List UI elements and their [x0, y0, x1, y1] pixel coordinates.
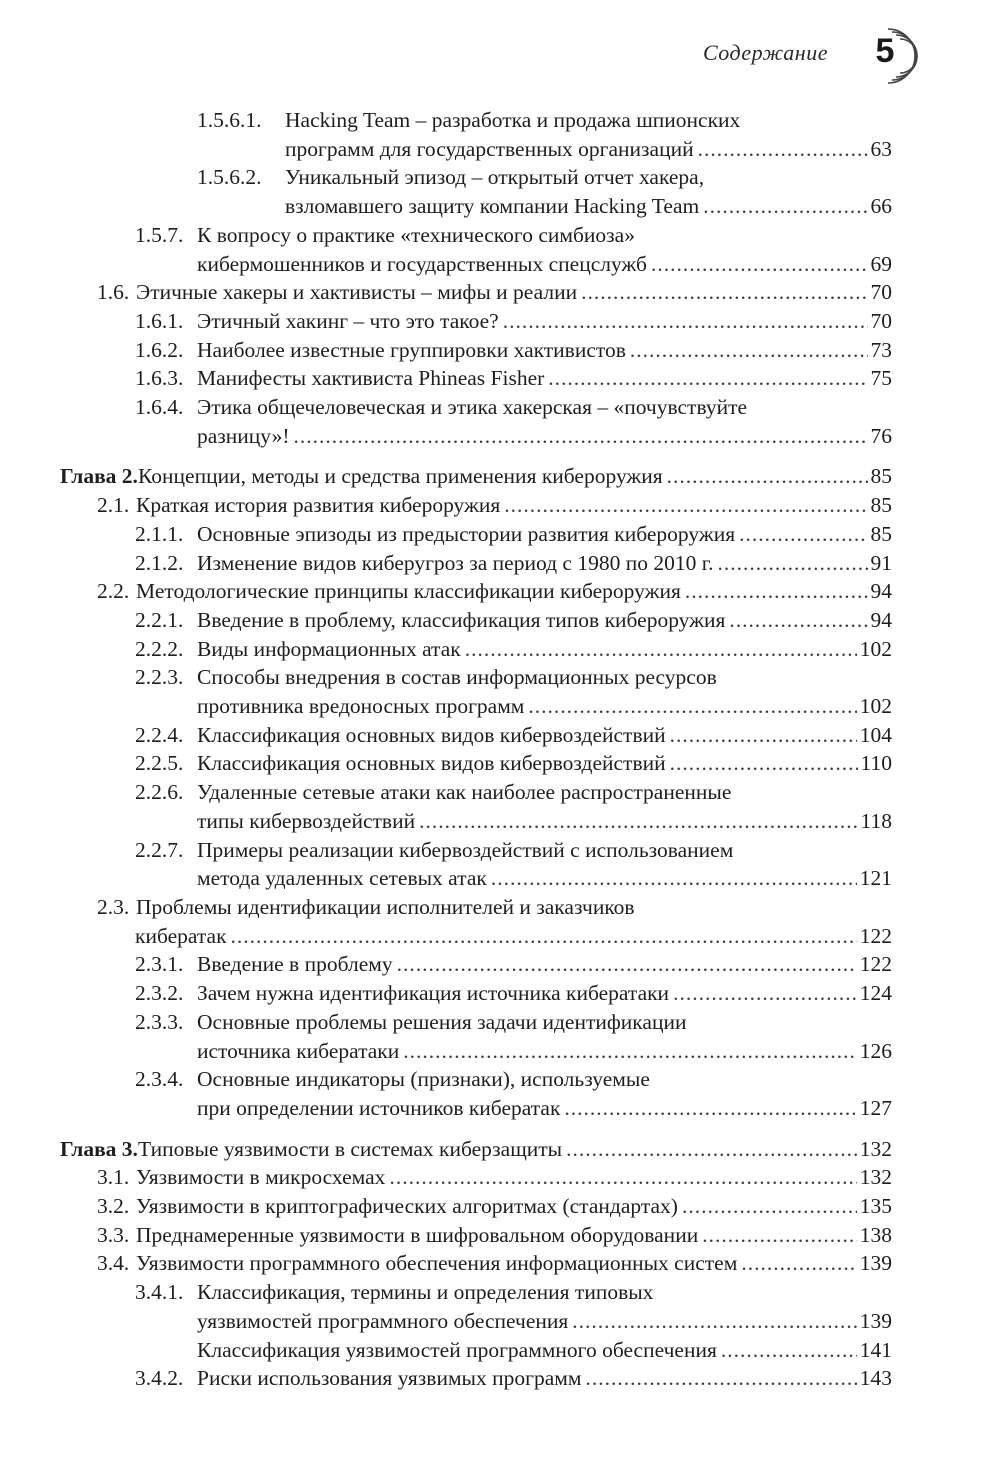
toc-entry-number: 1.5.7.	[135, 222, 184, 247]
toc-entry	[60, 491, 892, 520]
toc-entry-title: Изменение видов киберугроз за период с 1980 по 2010 г.	[197, 550, 714, 575]
toc-entry-continuation	[60, 692, 892, 721]
toc-page-number: 75	[870, 366, 892, 391]
toc-page-number: 69	[870, 251, 892, 276]
dot-leader	[403, 1037, 856, 1066]
toc-page-number: 104	[859, 722, 892, 747]
dot-leader	[729, 606, 867, 635]
page-number-badge	[858, 26, 920, 86]
toc-entry-number: 1.6.2.	[135, 337, 184, 362]
toc-chapter-title: Типовые уязвимости в системах киберзащиты	[138, 1136, 563, 1161]
toc-page-number: 70	[870, 280, 892, 305]
toc-entry-continuation	[60, 192, 892, 221]
toc-entry-number: 3.4.	[97, 1251, 130, 1276]
toc-entry	[60, 106, 892, 135]
toc-page-number: 63	[870, 136, 892, 161]
dot-leader	[528, 692, 856, 721]
toc-entry-title: Основные индикаторы (признаки), используемые	[197, 1067, 650, 1092]
toc-entry-title: при определении источников кибератак	[197, 1095, 561, 1120]
toc-entry-number: 2.2.6.	[135, 780, 184, 805]
toc-entry	[60, 1163, 892, 1192]
toc-page-number: 143	[859, 1366, 892, 1391]
toc-entry	[60, 635, 892, 664]
dot-leader	[397, 950, 857, 979]
dot-leader	[685, 577, 868, 606]
toc-entry	[60, 1192, 892, 1221]
toc-page-number: 91	[870, 550, 892, 575]
toc-entry-number: 2.2.5.	[135, 751, 184, 776]
toc-entry	[60, 1221, 892, 1250]
toc-entry-title: Уязвимости в криптографических алгоритмах (стандартах)	[136, 1194, 678, 1219]
page-number: 5	[875, 32, 895, 70]
toc-entry-title: Этичные хакеры и хактивисты – мифы и реалии	[136, 280, 578, 305]
toc-page-number: 66	[870, 194, 892, 219]
toc-page-number: 102	[859, 636, 892, 661]
toc-entry	[60, 307, 892, 336]
toc-entry-number: 2.3.1.	[135, 952, 184, 977]
toc-entry	[60, 364, 892, 393]
toc-page-number: 110	[860, 751, 892, 776]
toc-entry-number: 2.1.	[97, 493, 130, 518]
toc-entry-title: Классификация основных видов кибервоздействий	[197, 751, 666, 776]
toc-entry-continuation	[60, 1307, 892, 1336]
chapter-label: Глава 2.	[60, 464, 138, 489]
toc-entry-number: 2.3.4.	[135, 1067, 184, 1092]
toc-page-number: 135	[859, 1194, 892, 1219]
toc-entry-title: типы кибервоздействий	[197, 808, 416, 833]
toc-chapter	[60, 1135, 892, 1164]
dot-leader	[630, 336, 868, 365]
toc-page-number: 124	[859, 981, 892, 1006]
dot-leader	[491, 864, 857, 893]
toc-page-number: 138	[859, 1222, 892, 1247]
toc-entry-title: кибермошенников и государственных спецслужб	[197, 251, 647, 276]
toc-entry-title: Зачем нужна идентификация источника кибератаки	[197, 981, 670, 1006]
toc-page-number: 139	[859, 1308, 892, 1333]
table-of-contents	[60, 106, 892, 1393]
toc-entry-number: 2.2.3.	[135, 665, 184, 690]
toc-entry-title: Риски использования уязвимых программ	[197, 1366, 582, 1391]
toc-entry	[60, 778, 892, 807]
toc-entry-number: 2.2.2.	[135, 636, 184, 661]
toc-entry	[60, 549, 892, 578]
toc-entry-number: 2.2.4.	[135, 722, 184, 747]
toc-entry	[60, 893, 892, 922]
toc-entry-number: 2.1.1.	[135, 521, 184, 546]
toc-entry-title: К вопросу о практике «технического симбиоза»	[197, 222, 635, 247]
toc-entry	[60, 1249, 892, 1278]
toc-entry-continuation	[60, 135, 892, 164]
toc-entry-title: противника вредоносных программ	[197, 694, 525, 719]
toc-entry	[60, 950, 892, 979]
dot-leader	[465, 635, 857, 664]
toc-page-number: 118	[860, 808, 892, 833]
chapter-label: Глава 3.	[60, 1136, 138, 1161]
toc-chapter-title: Концепции, методы и средства применения кибероружия	[138, 464, 663, 489]
running-header-title: Содержание	[702, 40, 828, 65]
toc-page-number: 85	[870, 493, 892, 518]
toc-entry-continuation	[60, 922, 892, 951]
toc-entry-number: 2.2.1.	[135, 607, 184, 632]
toc-page-number: 132	[859, 1165, 892, 1190]
toc-entry-number: 2.2.7.	[135, 837, 184, 862]
toc-entry-number: 2.3.	[97, 894, 130, 919]
dot-leader	[294, 422, 868, 451]
toc-entry	[60, 520, 892, 549]
toc-entry-title: взломавшего защиту компании Hacking Team	[285, 194, 700, 219]
toc-page-number: 94	[870, 607, 892, 632]
toc-page-number: 76	[870, 423, 892, 448]
dot-leader	[566, 1135, 857, 1164]
toc-entry	[60, 979, 892, 1008]
toc-entry-number: 3.1.	[97, 1165, 130, 1190]
toc-entry-title: источника кибератаки	[197, 1038, 400, 1063]
toc-chapter	[60, 462, 892, 491]
toc-entry	[60, 1364, 892, 1393]
toc-entry	[60, 393, 892, 422]
toc-entry-number: 1.6.1.	[135, 308, 184, 333]
toc-page-number: 73	[870, 337, 892, 362]
dot-leader	[673, 979, 857, 1008]
toc-entry-number: 2.3.2.	[135, 981, 184, 1006]
toc-entry-number: 3.2.	[97, 1194, 130, 1219]
toc-entry-title: метода удаленных сетевых атак	[197, 866, 487, 891]
toc-entry-title: Виды информационных атак	[197, 636, 461, 661]
dot-leader	[564, 1094, 856, 1123]
dot-leader	[585, 1364, 856, 1393]
page-header	[0, 26, 1000, 86]
dot-leader	[739, 520, 867, 549]
dot-leader	[667, 462, 868, 491]
toc-entry-title: Классификация, термины и определения типовых	[197, 1280, 654, 1305]
dot-leader	[721, 1336, 857, 1365]
toc-page-number: 102	[859, 694, 892, 719]
toc-entry	[60, 663, 892, 692]
toc-entry	[60, 1278, 892, 1307]
section-gap	[60, 450, 892, 462]
toc-entry-title: Этика общечеловеческая и этика хакерская – «почувствуйте	[197, 395, 748, 420]
dot-leader	[389, 1163, 856, 1192]
toc-page-number: 85	[870, 464, 892, 489]
toc-entry-continuation	[60, 1037, 892, 1066]
toc-entry	[60, 1008, 892, 1037]
dot-leader	[651, 250, 868, 279]
toc-entry-title: Способы внедрения в состав информационных ресурсов	[197, 665, 717, 690]
dot-leader	[703, 192, 867, 221]
toc-entry-title: Методологические принципы классификации кибероружия	[136, 579, 681, 604]
toc-entry	[60, 577, 892, 606]
toc-entry	[60, 221, 892, 250]
toc-entry-number: 1.6.4.	[135, 395, 184, 420]
toc-page-number: 132	[859, 1136, 892, 1161]
toc-entry-number: 3.4.2.	[135, 1366, 184, 1391]
toc-entry-title: Этичный хакинг – что это такое?	[197, 308, 499, 333]
dot-leader	[231, 922, 857, 951]
toc-entry-continuation	[60, 250, 892, 279]
dot-leader	[419, 807, 857, 836]
toc-entry-continuation	[60, 864, 892, 893]
toc-entry-title: Примеры реализации кибервоздействий с использованием	[197, 837, 734, 862]
dot-leader	[718, 549, 868, 578]
toc-entry-continuation	[60, 422, 892, 451]
toc-entry-title: разницу»!	[197, 423, 290, 448]
toc-entry	[60, 1065, 892, 1094]
toc-entry-title: Основные эпизоды из предыстории развития кибероружия	[197, 521, 736, 546]
toc-entry-title: Уникальный эпизод – открытый отчет хакера,	[285, 165, 705, 190]
toc-entry	[60, 836, 892, 865]
toc-entry-number: 3.4.1.	[135, 1280, 184, 1305]
dot-leader	[741, 1249, 856, 1278]
toc-entry-title: Классификация основных видов кибервоздействий	[197, 722, 666, 747]
toc-entry-title: Основные проблемы решения задачи идентификации	[197, 1009, 687, 1034]
toc-page-number: 94	[870, 579, 892, 604]
dot-leader	[503, 307, 868, 336]
toc-entry-number: 1.5.6.2.	[197, 165, 262, 190]
toc-entry-title: Hacking Team – разработка и продажа шпионских	[285, 108, 741, 132]
toc-page-number: 121	[859, 866, 892, 891]
toc-entry-title: кибератак	[135, 923, 227, 948]
dot-leader	[572, 1307, 856, 1336]
toc-entry-title: Проблемы идентификации исполнителей и заказчиков	[136, 894, 635, 919]
dot-leader	[682, 1192, 857, 1221]
toc-entry-title: Преднамеренные уязвимости в шифровальном оборудовании	[136, 1222, 699, 1247]
toc-entry-title: Введение в проблему	[197, 952, 393, 977]
toc-entry-title: Манифесты хактивиста Phineas Fisher	[197, 366, 545, 391]
toc-page-number: 122	[859, 952, 892, 977]
dot-leader	[548, 364, 867, 393]
dot-leader	[670, 721, 857, 750]
section-gap	[60, 1123, 892, 1135]
toc-entry-number: 2.2.	[97, 579, 130, 604]
toc-entry-title: Введение в проблему, классификация типов кибероружия	[197, 607, 726, 632]
toc-entry	[60, 721, 892, 750]
toc-entry	[60, 1336, 892, 1365]
toc-entry-number: 3.3.	[97, 1222, 130, 1247]
toc-page-number: 139	[859, 1251, 892, 1276]
toc-entry-title: Наиболее известные группировки хактивистов	[197, 337, 626, 362]
dot-leader	[670, 749, 858, 778]
toc-entry	[60, 278, 892, 307]
toc-entry	[60, 749, 892, 778]
toc-entry-number: 1.6.3.	[135, 366, 184, 391]
toc-entry-title: Уязвимости программного обеспечения информационных систем	[136, 1251, 738, 1276]
toc-entry-continuation	[60, 1094, 892, 1123]
toc-entry	[60, 336, 892, 365]
toc-entry-number: 2.3.3.	[135, 1009, 184, 1034]
toc-page-number: 127	[859, 1095, 892, 1120]
toc-entry-number: 1.6.	[97, 280, 130, 305]
toc-page-number: 126	[859, 1038, 892, 1063]
toc-entry-title: Классификация уязвимостей программного обеспечения	[197, 1337, 717, 1362]
toc-entry	[60, 163, 892, 192]
toc-page-number: 85	[870, 521, 892, 546]
dot-leader	[581, 278, 867, 307]
toc-entry-continuation	[60, 807, 892, 836]
toc-page-number: 141	[859, 1337, 892, 1362]
toc-entry-title: Удаленные сетевые атаки как наиболее распространенные	[197, 780, 732, 805]
dot-leader	[698, 135, 868, 164]
toc-page-number: 122	[859, 923, 892, 948]
toc-entry	[60, 606, 892, 635]
dot-leader	[702, 1221, 857, 1250]
toc-entry-title: Уязвимости в микросхемах	[136, 1165, 386, 1190]
toc-entry-number: 1.5.6.1.	[197, 108, 262, 132]
toc-entry-title: программ для государственных организаций	[285, 136, 694, 161]
toc-entry-title: Краткая история развития кибероружия	[136, 493, 501, 518]
toc-page-number: 70	[870, 308, 892, 333]
toc-entry-title: уязвимостей программного обеспечения	[197, 1308, 569, 1333]
toc-entry-number: 2.1.2.	[135, 550, 184, 575]
dot-leader	[504, 491, 867, 520]
